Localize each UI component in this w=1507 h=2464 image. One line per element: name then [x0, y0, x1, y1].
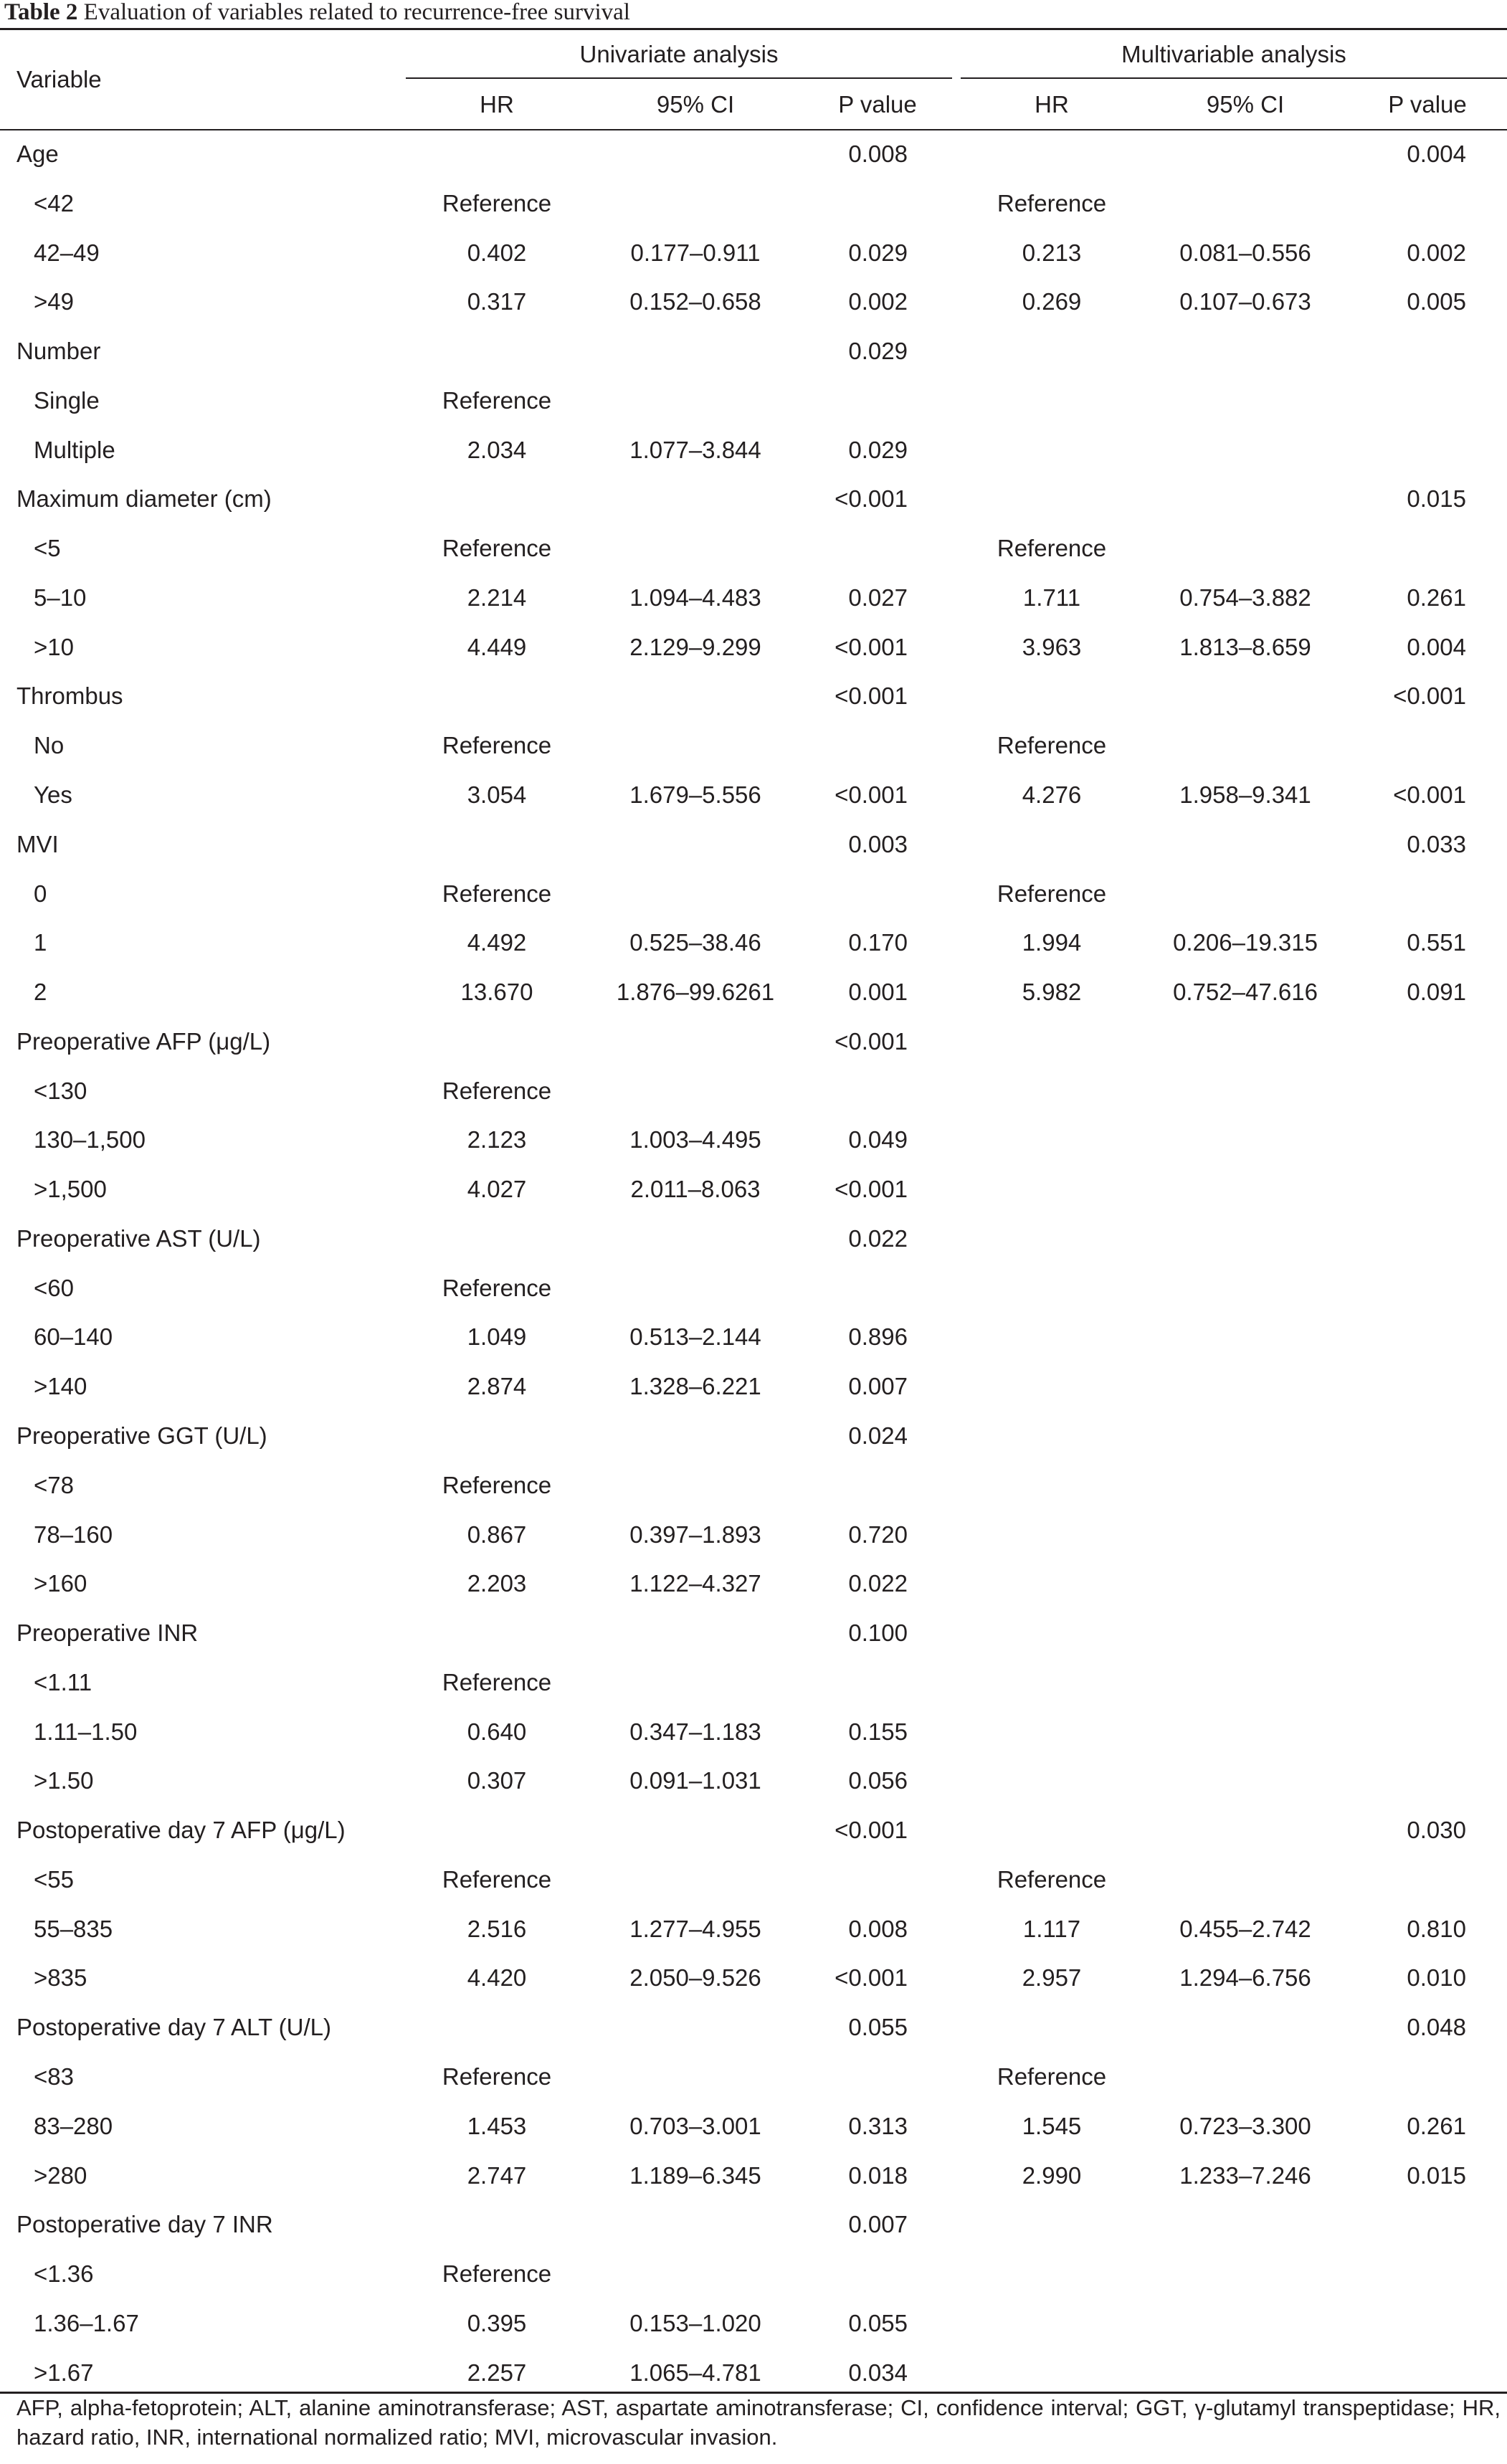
univariate-ci-cell: 1.679–5.556 — [629, 781, 761, 808]
multivariable-p-cell: 0.005 — [1407, 288, 1466, 315]
univariate-ci-cell: 0.152–0.658 — [629, 288, 761, 315]
multivariable-ci-cell: 1.233–7.246 — [1179, 2161, 1311, 2189]
univariate-p-cell: 0.034 — [848, 2359, 908, 2386]
multivariable-hr-cell: Reference — [997, 535, 1107, 562]
variable-category-label: >160 — [34, 1570, 87, 1597]
univariate-hr-cell: 0.307 — [467, 1767, 527, 1794]
variable-category-label: <130 — [34, 1077, 87, 1104]
multivariable-hr-cell: 3.963 — [1022, 633, 1082, 660]
table-row — [0, 870, 1507, 919]
table-row — [0, 1511, 1507, 1560]
univariate-ci-cell: 1.077–3.844 — [629, 436, 761, 463]
univariate-p-cell: 0.029 — [848, 338, 908, 365]
univariate-hr-cell: 2.516 — [467, 1915, 527, 1942]
univariate-hr-cell: Reference — [442, 189, 552, 217]
table-row — [0, 1362, 1507, 1412]
multivariable-ci-cell: 0.752–47.616 — [1173, 979, 1318, 1006]
variable-label: Thrombus — [16, 682, 123, 710]
univariate-p-cell: 0.170 — [848, 929, 908, 956]
variable-category-label: 5–10 — [34, 584, 87, 611]
header-u-ci: 95% CI — [656, 91, 735, 118]
univariate-ci-cell: 1.189–6.345 — [629, 2161, 761, 2189]
multivariable-p-cell: <0.001 — [1393, 682, 1466, 710]
table-row — [0, 1264, 1507, 1313]
univariate-ci-cell: 1.277–4.955 — [629, 1915, 761, 1942]
table-top-rule — [0, 28, 1507, 30]
variable-category-label: >10 — [34, 633, 74, 660]
table-row — [0, 721, 1507, 771]
univariate-p-cell: 0.313 — [848, 2112, 908, 2139]
univariate-ci-cell: 2.011–8.063 — [630, 1176, 761, 1203]
table-row — [0, 475, 1507, 524]
table-row — [0, 1954, 1507, 2003]
multivariable-hr-cell: 0.213 — [1022, 239, 1082, 266]
variable-category-label: 2 — [34, 979, 47, 1006]
univariate-ci-cell: 1.122–4.327 — [629, 1570, 761, 1597]
univariate-hr-cell: Reference — [442, 535, 552, 562]
univariate-p-cell: 0.002 — [848, 288, 908, 315]
univariate-ci-cell: 2.050–9.526 — [629, 1964, 761, 1992]
table-row — [0, 229, 1507, 278]
univariate-ci-cell: 1.094–4.483 — [629, 584, 761, 611]
table-row — [0, 2003, 1507, 2052]
multivariable-p-cell: 0.002 — [1407, 239, 1466, 266]
univariate-hr-cell: 0.317 — [467, 288, 527, 315]
variable-label: Preoperative AFP (μg/L) — [16, 1027, 271, 1055]
univariate-span-rule — [406, 77, 952, 79]
variable-category-label: 60–140 — [34, 1323, 113, 1351]
table-row — [0, 1756, 1507, 1806]
univariate-hr-cell: 4.027 — [467, 1176, 527, 1203]
univariate-hr-cell: 13.670 — [460, 979, 533, 1006]
multivariable-ci-cell: 1.813–8.659 — [1179, 633, 1311, 660]
header-variable: Variable — [16, 66, 102, 92]
univariate-hr-cell: 2.747 — [467, 2161, 527, 2189]
variable-category-label: >280 — [34, 2161, 87, 2189]
univariate-hr-cell: Reference — [442, 732, 552, 759]
multivariable-hr-cell: 2.957 — [1022, 1964, 1082, 1992]
variable-label: Preoperative AST (U/L) — [16, 1224, 261, 1252]
variable-category-label: <42 — [34, 189, 74, 217]
table-row — [0, 2052, 1507, 2102]
univariate-hr-cell: Reference — [442, 880, 552, 907]
univariate-p-cell: <0.001 — [835, 485, 908, 513]
table-row — [0, 2250, 1507, 2299]
univariate-p-cell: 0.029 — [848, 239, 908, 266]
multivariable-p-cell: 0.810 — [1407, 1915, 1466, 1942]
variable-category-label: <1.36 — [34, 2260, 94, 2288]
multivariable-hr-cell: 1.994 — [1022, 929, 1082, 956]
univariate-p-cell: 0.056 — [848, 1767, 908, 1794]
variable-category-label: 83–280 — [34, 2112, 113, 2139]
variable-category-label: 78–160 — [34, 1521, 113, 1548]
univariate-ci-cell: 0.513–2.144 — [629, 1323, 761, 1351]
table-row — [0, 574, 1507, 623]
multivariable-hr-cell: Reference — [997, 2063, 1107, 2090]
univariate-ci-cell: 2.129–9.299 — [629, 633, 761, 660]
univariate-p-cell: 0.008 — [848, 1915, 908, 1942]
univariate-hr-cell: 2.214 — [467, 584, 527, 611]
variable-category-label: 0 — [34, 880, 47, 907]
univariate-p-cell: <0.001 — [835, 781, 908, 808]
univariate-p-cell: 0.027 — [848, 584, 908, 611]
univariate-p-cell: <0.001 — [835, 682, 908, 710]
table-row — [0, 2102, 1507, 2151]
multivariable-hr-cell: Reference — [997, 880, 1107, 907]
variable-category-label: Yes — [34, 781, 72, 808]
header-multivariable: Multivariable analysis — [1121, 41, 1346, 67]
header-m-ci: 95% CI — [1206, 91, 1285, 118]
multivariable-span-rule — [961, 77, 1507, 79]
variable-category-label: >1,500 — [34, 1176, 107, 1203]
univariate-hr-cell: 0.395 — [467, 2309, 527, 2336]
table-caption-label: Table 2 — [4, 0, 78, 25]
univariate-hr-cell: 2.874 — [467, 1373, 527, 1400]
multivariable-p-cell: 0.030 — [1407, 1817, 1466, 1844]
univariate-hr-cell: Reference — [442, 1865, 552, 1893]
univariate-p-cell: 0.055 — [848, 2014, 908, 2041]
univariate-ci-cell: 0.703–3.001 — [629, 2112, 761, 2139]
univariate-hr-cell: Reference — [442, 1471, 552, 1498]
multivariable-hr-cell: Reference — [997, 732, 1107, 759]
univariate-hr-cell: 4.420 — [467, 1964, 527, 1992]
multivariable-p-cell: 0.261 — [1407, 584, 1466, 611]
multivariable-p-cell: 0.004 — [1407, 633, 1466, 660]
univariate-hr-cell: Reference — [442, 2063, 552, 2090]
univariate-hr-cell: Reference — [442, 2260, 552, 2288]
variable-label: Postoperative day 7 ALT (U/L) — [16, 2014, 332, 2041]
table-row — [0, 1658, 1507, 1708]
table-row — [0, 820, 1507, 870]
univariate-ci-cell: 0.177–0.911 — [630, 239, 761, 266]
univariate-hr-cell: 2.257 — [467, 2359, 527, 2386]
variable-category-label: Single — [34, 386, 100, 414]
table-row — [0, 1313, 1507, 1362]
table-row — [0, 2200, 1507, 2250]
multivariable-hr-cell: 1.545 — [1022, 2112, 1082, 2139]
header-univariate: Univariate analysis — [579, 41, 779, 67]
univariate-hr-cell: 0.402 — [467, 239, 527, 266]
header-u-p: P value — [838, 91, 917, 118]
multivariable-p-cell: 0.261 — [1407, 2112, 1466, 2139]
univariate-p-cell: 0.029 — [848, 436, 908, 463]
table-row — [0, 1708, 1507, 1757]
univariate-hr-cell: 2.203 — [467, 1570, 527, 1597]
table-caption — [4, 0, 630, 24]
table-row — [0, 1165, 1507, 1214]
multivariable-p-cell: 0.010 — [1407, 1964, 1466, 1992]
univariate-p-cell: 0.100 — [848, 1619, 908, 1647]
multivariable-ci-cell: 1.294–6.756 — [1179, 1964, 1311, 1992]
univariate-hr-cell: 2.123 — [467, 1126, 527, 1153]
table-row — [0, 771, 1507, 820]
multivariable-p-cell: 0.551 — [1407, 929, 1466, 956]
variable-label: Age — [16, 141, 59, 167]
variable-category-label: 130–1,500 — [34, 1126, 146, 1153]
univariate-hr-cell: Reference — [442, 386, 552, 414]
variable-category-label: <83 — [34, 2063, 74, 2090]
table-row — [0, 1461, 1507, 1511]
variable-category-label: 42–49 — [34, 239, 100, 266]
multivariable-ci-cell: 1.958–9.341 — [1179, 781, 1311, 808]
variable-label: Maximum diameter (cm) — [16, 485, 272, 513]
variable-label: Number — [16, 338, 101, 365]
multivariable-ci-cell: 0.455–2.742 — [1179, 1915, 1311, 1942]
multivariable-ci-cell: 0.723–3.300 — [1179, 2112, 1311, 2139]
variable-category-label: 1 — [34, 929, 47, 956]
multivariable-p-cell: 0.048 — [1407, 2014, 1466, 2041]
univariate-p-cell: 0.007 — [848, 2211, 908, 2238]
variable-category-label: >1.67 — [34, 2359, 94, 2386]
table-row — [0, 1855, 1507, 1905]
multivariable-hr-cell: 1.117 — [1022, 1915, 1081, 1942]
multivariable-p-cell: 0.033 — [1407, 830, 1466, 857]
table-row — [0, 1017, 1507, 1067]
variable-category-label: >49 — [34, 288, 74, 315]
univariate-hr-cell: 1.049 — [467, 1323, 527, 1351]
table-row — [0, 2349, 1507, 2398]
univariate-p-cell: 0.003 — [848, 830, 908, 857]
univariate-hr-cell: Reference — [442, 1077, 552, 1104]
variable-category-label: No — [34, 732, 65, 759]
univariate-hr-cell: 2.034 — [467, 436, 527, 463]
table-row — [0, 1905, 1507, 1954]
univariate-p-cell: 0.007 — [848, 1373, 908, 1400]
table-row — [0, 524, 1507, 574]
multivariable-hr-cell: 2.990 — [1022, 2161, 1082, 2189]
univariate-ci-cell: 1.876–99.6261 — [616, 979, 775, 1006]
table-row — [0, 1609, 1507, 1658]
variable-label: Postoperative day 7 AFP (μg/L) — [16, 1817, 346, 1844]
table-row — [0, 277, 1507, 327]
table-row — [0, 918, 1507, 968]
multivariable-p-cell: 0.091 — [1407, 979, 1466, 1006]
multivariable-hr-cell: Reference — [997, 189, 1107, 217]
univariate-p-cell: 0.022 — [848, 1224, 908, 1252]
multivariable-p-cell: 0.015 — [1407, 2161, 1466, 2189]
table-row — [0, 623, 1507, 672]
univariate-p-cell: <0.001 — [835, 1964, 908, 1992]
univariate-p-cell: 0.720 — [848, 1521, 908, 1548]
univariate-ci-cell: 1.003–4.495 — [629, 1126, 761, 1153]
header-u-hr: HR — [480, 91, 514, 118]
table-row — [0, 672, 1507, 721]
table-row — [0, 1806, 1507, 1855]
univariate-ci-cell: 1.065–4.781 — [629, 2359, 761, 2386]
table-row — [0, 1214, 1507, 1264]
univariate-p-cell: <0.001 — [835, 1176, 908, 1203]
variable-category-label: 55–835 — [34, 1915, 113, 1942]
univariate-p-cell: 0.055 — [848, 2309, 908, 2336]
variable-category-label: >140 — [34, 1373, 87, 1400]
univariate-p-cell: 0.018 — [848, 2161, 908, 2189]
table-row — [0, 968, 1507, 1017]
univariate-p-cell: <0.001 — [835, 633, 908, 660]
variable-category-label: <1.11 — [34, 1668, 92, 1695]
variable-label: MVI — [16, 830, 59, 857]
univariate-hr-cell: 0.640 — [467, 1718, 527, 1745]
table-row — [0, 376, 1507, 426]
table-row — [0, 2299, 1507, 2349]
univariate-hr-cell: 3.054 — [467, 781, 527, 808]
univariate-hr-cell: Reference — [442, 1668, 552, 1695]
multivariable-ci-cell: 0.754–3.882 — [1179, 584, 1311, 611]
variable-category-label: 1.36–1.67 — [34, 2309, 139, 2336]
univariate-ci-cell: 0.525–38.46 — [629, 929, 761, 956]
header-m-p: P value — [1388, 91, 1467, 118]
univariate-ci-cell: 0.153–1.020 — [629, 2309, 761, 2336]
multivariable-hr-cell: 0.269 — [1022, 288, 1082, 315]
variable-category-label: <5 — [34, 535, 61, 562]
table-footnote: AFP, alpha-fetoprotein; ALT, alanine aminotransferase; AST, aspartate aminotransferase; CI, confidence interval; GGT, γ-glutamyl transpeptidase; HR, hazard ratio, INR, international normalized ratio; MVI, microvascular invasion. — [16, 2395, 1501, 2450]
table-row — [0, 1116, 1507, 1165]
multivariable-ci-cell: 0.081–0.556 — [1179, 239, 1311, 266]
multivariable-p-cell: 0.015 — [1407, 485, 1466, 513]
multivariable-ci-cell: 0.107–0.673 — [1179, 288, 1311, 315]
univariate-p-cell: 0.008 — [848, 141, 908, 167]
table-row — [0, 426, 1507, 475]
univariate-p-cell: <0.001 — [835, 1817, 908, 1844]
univariate-hr-cell: 0.867 — [467, 1521, 527, 1548]
univariate-ci-cell: 0.347–1.183 — [629, 1718, 761, 1745]
univariate-p-cell: 0.022 — [848, 1570, 908, 1597]
table-row — [0, 179, 1507, 229]
univariate-p-cell: 0.155 — [848, 1718, 908, 1745]
table-row — [0, 1412, 1507, 1461]
univariate-hr-cell: 4.492 — [467, 929, 527, 956]
table-row — [0, 130, 1507, 179]
univariate-p-cell: 0.896 — [848, 1323, 908, 1351]
multivariable-hr-cell: 1.711 — [1022, 584, 1081, 611]
univariate-p-cell: 0.049 — [848, 1126, 908, 1153]
univariate-p-cell: 0.001 — [848, 979, 908, 1006]
variable-label: Preoperative INR — [16, 1619, 199, 1647]
variable-category-label: <60 — [34, 1274, 74, 1301]
univariate-ci-cell: 0.397–1.893 — [629, 1521, 761, 1548]
univariate-hr-cell: 1.453 — [467, 2112, 527, 2139]
univariate-hr-cell: Reference — [442, 1274, 552, 1301]
variable-category-label: 1.11–1.50 — [34, 1718, 138, 1745]
multivariable-hr-cell: Reference — [997, 1865, 1107, 1893]
univariate-ci-cell: 0.091–1.031 — [629, 1767, 761, 1794]
table-row — [0, 327, 1507, 376]
univariate-hr-cell: 4.449 — [467, 633, 527, 660]
variable-category-label: <55 — [34, 1865, 74, 1893]
variable-label: Postoperative day 7 INR — [16, 2211, 273, 2238]
multivariable-ci-cell: 0.206–19.315 — [1173, 929, 1318, 956]
univariate-ci-cell: 1.328–6.221 — [629, 1373, 761, 1400]
table-row — [0, 1067, 1507, 1116]
table-row — [0, 2151, 1507, 2201]
variable-label: Preoperative GGT (U/L) — [16, 1422, 267, 1450]
univariate-p-cell: <0.001 — [835, 1027, 908, 1055]
variable-category-label: >835 — [34, 1964, 87, 1992]
table-caption-text: Evaluation of variables related to recurrence-free survival — [83, 0, 630, 25]
multivariable-p-cell: 0.004 — [1407, 141, 1466, 167]
variable-category-label: Multiple — [34, 436, 115, 463]
univariate-p-cell: 0.024 — [848, 1422, 908, 1450]
table-row — [0, 1559, 1507, 1609]
multivariable-p-cell: <0.001 — [1393, 781, 1466, 808]
multivariable-hr-cell: 5.982 — [1022, 979, 1082, 1006]
multivariable-hr-cell: 4.276 — [1022, 781, 1082, 808]
variable-category-label: >1.50 — [34, 1767, 94, 1794]
header-m-hr: HR — [1035, 91, 1069, 118]
variable-category-label: <78 — [34, 1471, 74, 1498]
